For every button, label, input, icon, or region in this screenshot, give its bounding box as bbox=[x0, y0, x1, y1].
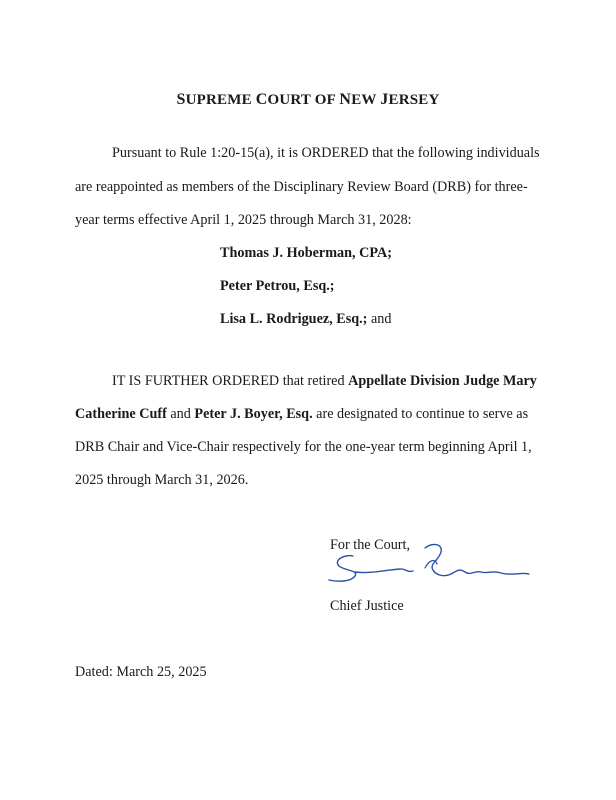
para2-text: IT IS FURTHER ORDERED that retired bbox=[112, 373, 349, 389]
para2-text: and bbox=[166, 406, 195, 422]
chief-justice: Chief Justice bbox=[330, 598, 404, 614]
member-name: Thomas J. Hoberman, CPA; bbox=[220, 245, 392, 261]
para2-line1 bbox=[112, 373, 537, 390]
dated-line: Dated: March 25, 2025 bbox=[75, 664, 207, 680]
title-part: ERSEY bbox=[388, 92, 440, 108]
para2-line4: 2025 through March 31, 2026. bbox=[75, 472, 249, 488]
member-suffix: and bbox=[367, 311, 392, 327]
para2-line3: DRB Chair and Vice-Chair respectively for the one-year term beginning April 1, bbox=[75, 439, 532, 455]
para2-line2 bbox=[75, 406, 528, 423]
title-part: UPREME bbox=[185, 92, 256, 108]
signature-image bbox=[325, 540, 535, 590]
para1-line2: are reappointed as members of the Disciplinary Review Board (DRB) for three- bbox=[75, 179, 528, 195]
title-part: OURT OF bbox=[267, 92, 340, 108]
title-part: EW bbox=[351, 92, 381, 108]
judge-name-bold: Catherine Cuff bbox=[75, 406, 167, 422]
for-the-court: For the Court, bbox=[330, 537, 410, 553]
para2-text: are designated to continue to serve as bbox=[312, 406, 529, 422]
judge-name-bold: Appellate Division Judge Mary bbox=[348, 373, 537, 389]
court-title bbox=[0, 91, 616, 109]
member-name: Lisa L. Rodriguez, Esq.; bbox=[220, 311, 368, 327]
boyer-name-bold: Peter J. Boyer, Esq. bbox=[194, 406, 313, 422]
title-part: N bbox=[339, 91, 352, 108]
member-name: Peter Petrou, Esq.; bbox=[220, 278, 335, 294]
member-hoberman bbox=[220, 245, 392, 262]
member-petrou bbox=[220, 278, 335, 295]
para1-line3: year terms effective April 1, 2025 through March 31, 2028: bbox=[75, 212, 412, 228]
title-part: C bbox=[255, 91, 268, 108]
para1-line1: Pursuant to Rule 1:20-15(a), it is ORDERED that the following individuals bbox=[112, 145, 540, 161]
member-rodriguez bbox=[220, 311, 391, 328]
title-part: J bbox=[380, 91, 389, 108]
title-part: S bbox=[176, 91, 186, 108]
